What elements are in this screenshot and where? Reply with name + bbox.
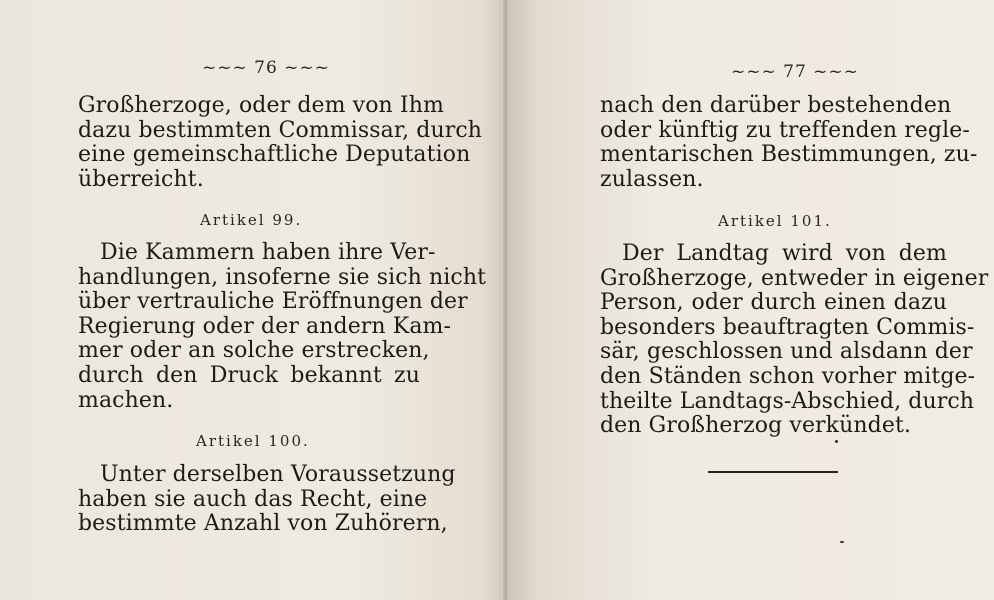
text-line: dazu bestimmten Commissar, durch — [78, 117, 483, 143]
paper-speck — [840, 541, 844, 543]
article-100-text — [78, 462, 456, 537]
text-line: oder künftig zu treffenden regle- — [600, 117, 970, 143]
text-line: eine gemeinschaftliche Deputation — [78, 142, 471, 168]
text-line: bestimmte Anzahl von Zuhörern, — [78, 511, 448, 537]
text-line: Person, oder durch einen dazu — [600, 290, 947, 316]
page-number-left: ~~~ 76 ~~~ — [202, 58, 330, 78]
article-99-heading: Artikel 99. — [200, 211, 303, 229]
text-line: mentarischen Bestimmungen, zu- — [600, 142, 978, 168]
text-line: nach den darüber bestehenden — [600, 93, 952, 118]
text-line: Der Landtag wird von dem — [622, 241, 947, 266]
text-line: machen. — [78, 387, 174, 413]
text-line: haben sie auch das Recht, eine — [78, 486, 428, 512]
text-line: zulassen. — [600, 166, 704, 192]
text-line: Die Kammern haben ihre Ver- — [100, 240, 436, 265]
text-line: Großherzoge, entweder in eigener — [600, 265, 989, 291]
article-101-heading: Artikel 101. — [718, 212, 832, 230]
text-line: Großherzoge, oder dem von Ihm — [78, 93, 444, 118]
right-paragraph-top — [600, 93, 978, 192]
article-99-text — [78, 240, 487, 413]
right-page — [507, 0, 994, 600]
text-line: Unter derselben Voraussetzung — [100, 462, 456, 487]
text-line: theilte Landtags-Abschied, durch — [600, 388, 975, 414]
text-line: handlungen, insoferne sie sich nicht — [78, 264, 487, 290]
left-paragraph-top — [78, 93, 483, 192]
text-line: besonders beauftragten Commis- — [600, 314, 975, 340]
paper-speck — [835, 440, 838, 443]
text-line: sär, geschlossen und alsdann der — [600, 339, 973, 365]
text-line: überreicht. — [78, 166, 204, 192]
text-line: Regierung oder der andern Kam- — [78, 313, 452, 339]
text-line: über vertrauliche Eröffnungen der — [78, 289, 468, 315]
text-line: den Großherzog verkündet. — [600, 413, 911, 439]
end-rule — [708, 471, 838, 473]
page-number-right: ~~~ 77 ~~~ — [731, 62, 859, 82]
text-line: durch den Druck bekannt zu — [78, 362, 420, 388]
text-line: mer oder an solche erstrecken, — [78, 338, 430, 364]
text-line: den Ständen schon vorher mitge- — [600, 363, 976, 389]
article-100-heading: Artikel 100. — [196, 432, 310, 450]
article-101-text — [600, 241, 989, 439]
